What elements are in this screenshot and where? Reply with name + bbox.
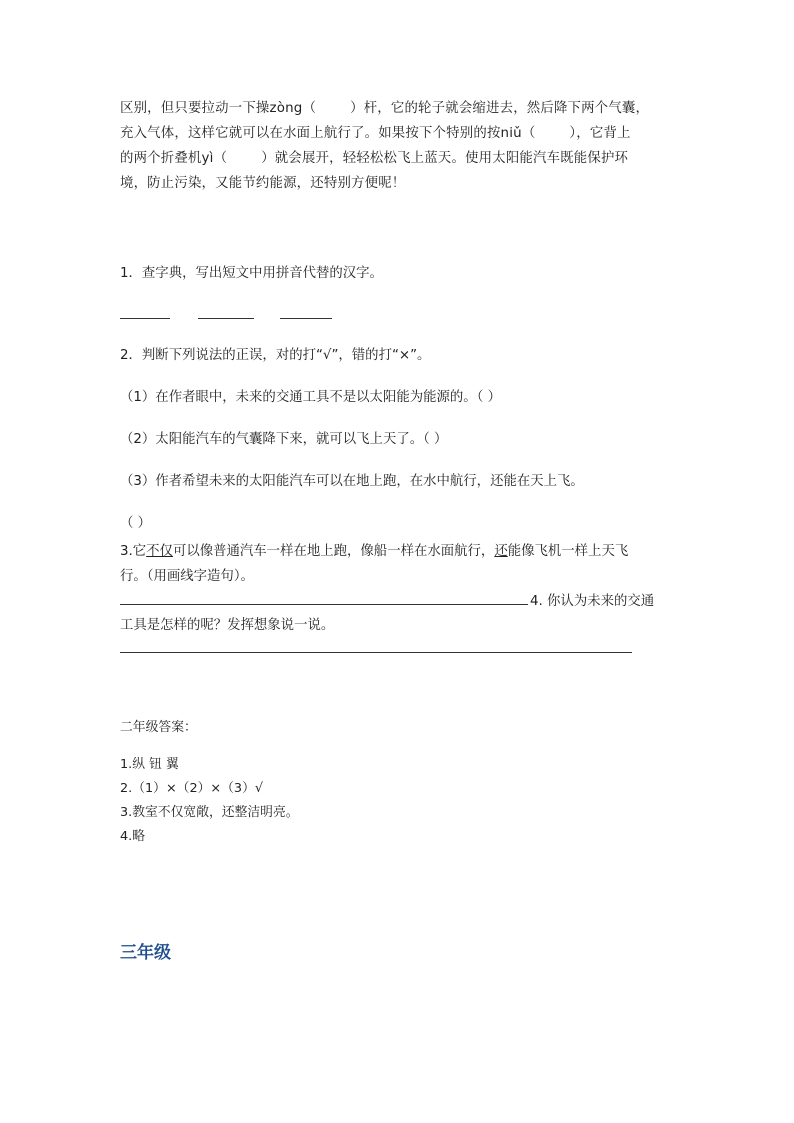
answer-1: 1.纵 钮 翼 xyxy=(120,757,179,772)
answer-blank-3[interactable] xyxy=(280,318,332,319)
answer-blank-1[interactable] xyxy=(120,318,170,319)
question-2: 2．判断下列说法的正误，对的打“√”，错的打“×”。 xyxy=(120,348,431,363)
answer-3: 3.教室不仅宽敞，还整洁明亮。 xyxy=(120,805,299,820)
question-1: 1．查字典，写出短文中用拼音代替的汉字。 xyxy=(120,266,383,281)
question-4-line-1: 4. 你认为未来的交通 xyxy=(530,594,655,609)
answer-blank-2[interactable] xyxy=(198,318,254,319)
question-2-item-3-paren[interactable]: （ ） xyxy=(120,516,152,531)
passage-line-3: 的两个折叠机yì（ ）就会展开，轻轻松松飞上蓝天。使用太阳能汽车既能保护环 xyxy=(120,151,629,166)
question-2-item-1: （1）在作者眼中，未来的交通工具不是以太阳能为能源的。（ ） xyxy=(120,390,502,405)
answers-heading: 二年级答案： xyxy=(120,720,197,735)
section-heading-grade-3: 三年级 xyxy=(120,943,171,963)
question-2-item-2: （2）太阳能汽车的气囊降下来，就可以飞上天了。（ ） xyxy=(120,432,448,447)
underlined-word-bujin: 不仅 xyxy=(146,544,173,559)
passage-line-4: 境，防止污染，又能节约能源，还特别方便呢！ xyxy=(120,176,406,191)
answer-line-q3[interactable] xyxy=(120,604,528,605)
reading-passage xyxy=(120,96,676,196)
passage-line-1: 区别，但只要拉动一下操zòng（ ）杆，它的轮子就会缩进去，然后降下两个气囊， xyxy=(120,101,650,116)
underlined-word-hai: 还 xyxy=(494,544,508,559)
question-3-line-1: 3.它不仅可以像普通汽车一样在地上跑，像船一样在水面航行，还能像飞机一样上天飞 xyxy=(120,544,629,559)
answer-4: 4.略 xyxy=(120,829,146,844)
question-3-line-2: 行。（用画线字造句）。 xyxy=(120,569,254,584)
answer-2: 2.（1）×（2）×（3）√ xyxy=(120,781,264,796)
question-2-item-3: （3）作者希望未来的太阳能汽车可以在地上跑，在水中航行，还能在天上飞。 xyxy=(120,474,584,489)
passage-line-2: 充入气体，这样它就可以在水面上航行了。如果按下个特别的按niǔ（ ），它背上 xyxy=(120,126,631,141)
question-4-line-2: 工具是怎样的呢？发挥想象说一说。 xyxy=(120,618,335,633)
answer-line-q4[interactable] xyxy=(120,652,632,653)
